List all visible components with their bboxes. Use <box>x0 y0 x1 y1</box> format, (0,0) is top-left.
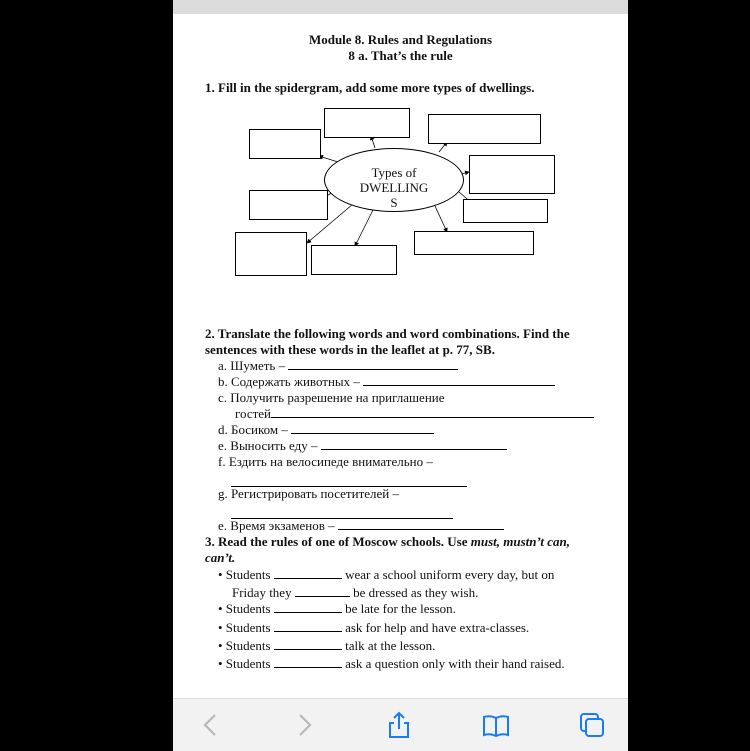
rule-subject: • Students <box>218 620 271 635</box>
task2-heading-1: 2. Translate the following words and word combinations. Find the <box>205 326 570 341</box>
rule-subject: • Students <box>218 567 271 582</box>
rule-row-1 <box>218 567 554 583</box>
lesson-subtitle: 8 a. That’s the rule <box>348 48 453 63</box>
item-a: a. Шуметь – <box>218 358 286 373</box>
item-g: g. Регистрировать посетителей – <box>218 486 399 501</box>
answer-line-b[interactable] <box>363 375 555 386</box>
spider-box-top[interactable] <box>324 108 410 138</box>
spidergram-center <box>324 148 464 212</box>
rule-blank-4[interactable] <box>274 639 342 650</box>
item-d: d. Босиком – <box>218 422 288 437</box>
rule-row-3 <box>218 620 529 636</box>
rule-blank-3[interactable] <box>274 621 342 632</box>
item-b: b. Содержать животных – <box>218 374 360 389</box>
task3-heading: 3. Read the rules of one of Moscow schools. Use <box>205 534 471 549</box>
rule-row-2 <box>218 601 456 617</box>
rule-blank-2[interactable] <box>274 602 342 613</box>
center-text-3: S <box>390 195 398 210</box>
tabs-icon[interactable] <box>576 709 608 741</box>
task3-modal-words: must, mustn’t can, <box>470 534 570 549</box>
rule-blank-1b[interactable] <box>295 586 350 597</box>
answer-line-d[interactable] <box>291 423 434 434</box>
rule-text: be dressed as they wish. <box>353 585 479 600</box>
item-e: e. Выносить еду – <box>218 438 318 453</box>
module-title: Module 8. Rules and Regulations <box>308 32 493 47</box>
item-e2: e. Время экзаменов – <box>218 518 335 533</box>
answer-line-a[interactable] <box>288 359 458 370</box>
spider-box-bottom[interactable] <box>311 245 397 275</box>
arrow-to-bottom <box>355 210 373 246</box>
item-f: f. Ездить на велосипеде внимательно – <box>218 454 433 469</box>
rule-text: talk at the lesson. <box>345 638 436 653</box>
task2-heading-2: sentences with these words in the leaflet at p. 77, SB. <box>205 342 495 357</box>
top-status-bar <box>173 0 628 14</box>
forward-icon[interactable] <box>288 709 320 741</box>
rule-subject: • Students <box>218 638 271 653</box>
spider-box-bottom-left[interactable] <box>235 232 307 276</box>
book-icon[interactable] <box>480 709 512 741</box>
rule-subject: • Students <box>218 601 271 616</box>
rule-blank-1[interactable] <box>274 568 342 579</box>
spider-box-top-right[interactable] <box>428 114 541 144</box>
rule-text: be late for the lesson. <box>345 601 456 616</box>
center-text-2: DWELLING <box>359 180 429 195</box>
browser-toolbar <box>173 698 628 751</box>
rule-subject: • Students <box>218 656 271 671</box>
spider-box-left-mid[interactable] <box>249 190 328 220</box>
document-page <box>173 14 628 698</box>
rule-text: ask for help and have extra-classes. <box>345 620 530 635</box>
back-icon[interactable] <box>195 709 227 741</box>
center-text-1: Types of <box>371 165 417 180</box>
rule-row-5 <box>218 656 565 672</box>
spider-box-left-top[interactable] <box>249 129 321 159</box>
answer-line-c[interactable] <box>271 407 594 418</box>
rule-blank-5[interactable] <box>274 657 342 668</box>
rule-subject: Friday they <box>232 585 292 600</box>
task1-heading: 1. Fill in the spidergram, add some more types of dwellings. <box>205 80 535 95</box>
item-c: c. Получить разрешение на приглашение <box>218 390 445 405</box>
share-icon[interactable] <box>383 709 415 741</box>
rule-row-4 <box>218 638 435 654</box>
item-c-cont: гостей <box>235 406 272 421</box>
task3-heading-2: can’t. <box>205 550 236 565</box>
spider-box-bottom-right[interactable] <box>414 231 534 255</box>
spider-box-right-lower[interactable] <box>463 199 548 223</box>
rule-row-1b <box>232 585 478 601</box>
rule-text: ask a question only with their hand raised. <box>345 656 565 671</box>
rule-text: wear a school uniform every day, but on <box>345 567 555 582</box>
spider-box-right[interactable] <box>469 155 555 194</box>
answer-line-e2[interactable] <box>338 519 504 530</box>
answer-line-e[interactable] <box>321 439 507 450</box>
